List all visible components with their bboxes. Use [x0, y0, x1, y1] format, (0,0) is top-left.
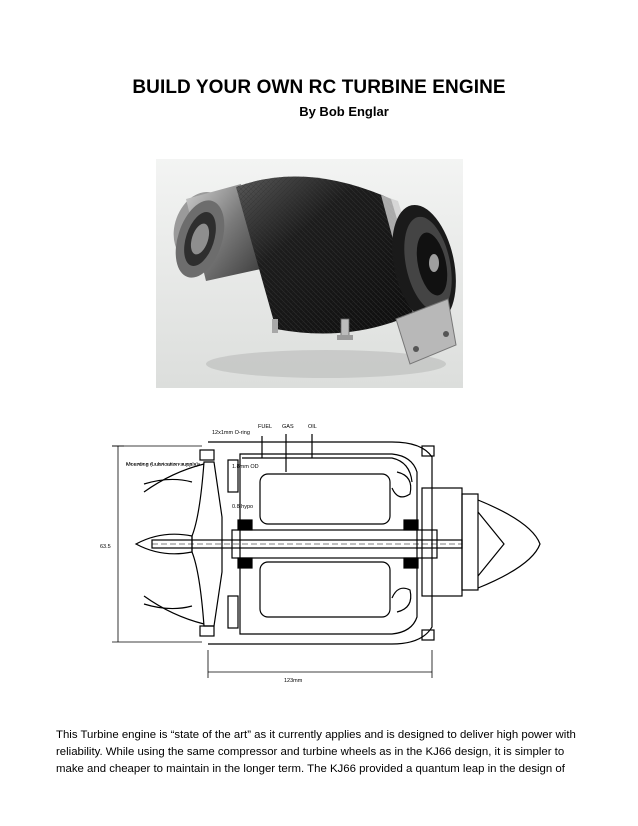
- label-oring: 12x1mm O-ring: [212, 430, 250, 436]
- page-title: BUILD YOUR OWN RC TURBINE ENGINE: [132, 77, 506, 98]
- label-oil: OIL: [308, 424, 317, 430]
- body-line: make and cheaper to maintain in the longer term. The KJ66 provided a quantum leap in the design of: [56, 763, 565, 775]
- turbine-cross-section-diagram: [92, 412, 574, 692]
- label-height: 63.5: [100, 544, 111, 550]
- turbine-engine-photo: [156, 159, 463, 388]
- body-line: reliability. While using the same compressor and turbine wheels as in the KJ66 design, it is simpler to: [56, 746, 565, 758]
- label-length: 123mm: [284, 678, 303, 684]
- body-line: This Turbine engine is “state of the art” as it currently applies and is designed to deliver high power with: [56, 729, 576, 741]
- label-hypo: 0.8 hypo: [232, 504, 254, 510]
- label-gas: GAS: [282, 424, 294, 430]
- label-fuel: FUEL: [258, 424, 273, 430]
- label-pipe: 1.8mm OD: [232, 464, 259, 470]
- author-byline: By Bob Englar: [299, 104, 389, 119]
- label-mounting: Mounting (Lubrication supply): [126, 462, 199, 468]
- body-paragraph: [56, 727, 596, 778]
